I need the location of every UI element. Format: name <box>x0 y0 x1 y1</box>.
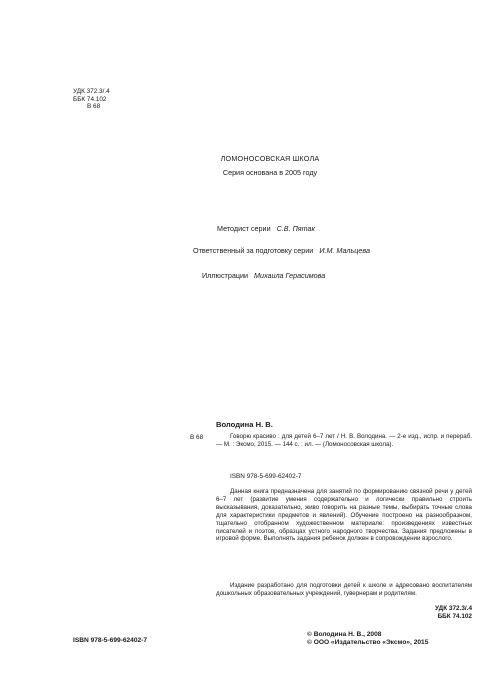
bbk-bottom: ББК 74.102 <box>437 613 472 620</box>
copyright-publisher: © ООО «Издательство «Эксмо», 2015 <box>307 639 429 647</box>
copyright-block <box>307 631 428 648</box>
illustrations-name: Михаила Герасимова <box>253 271 326 280</box>
catalog-description: Говорю красиво : для детей 6–7 лет / Н. В. Володина. — 2-е изд., испр. и перераб. — М. : Эксмо, 2015. — 144 с. : ил. — (Ломоносовская школа). <box>216 433 472 448</box>
series-name: ЛОМОНОСОВСКАЯ ШКОЛА <box>220 154 320 163</box>
copyright-author: © Володина Н. В., 2008 <box>307 631 382 638</box>
methodist-line <box>217 224 315 233</box>
author-mark: В 68 <box>87 103 101 111</box>
catalog-author: Володина Н. В. <box>216 420 273 429</box>
responsible-line <box>193 246 370 255</box>
catalog-mark: В 68 <box>190 434 204 441</box>
responsible-name: И.М. Мальцева <box>319 246 370 255</box>
catalog-annotation: Данная книга предназначена для занятий по формированию связной речи у детей 6–7 лет (развитие умения содержательно и логически правильно строить высказывания, доказательно, живо говорить на разные темы, выбирать точные слова для характеристики предметов и явлений). Обучение построено на разнообразном, тщательно отобранном художественном материале: произведениях известных писателей и поэтов, образцах устного народного творчества. Задания предложены в игровой форме. Выполнять задания ребенок должен в сопровождении взрослого. <box>216 488 472 543</box>
catalog-isbn: ISBN 978-5-699-62402-7 <box>230 473 302 480</box>
udk-code: УДК 372.3/.4 <box>73 88 110 95</box>
footer-isbn: ISBN 978-5-699-62402-7 <box>73 637 148 644</box>
methodist-label: Методист серии <box>217 224 271 233</box>
bbk-code: ББК 74.102 <box>73 95 107 103</box>
series-founded: Серия основана в 2005 году <box>222 168 318 177</box>
catalog-annotation-2: Издание разработано для подготовки детей к школе и адресовано воспитателям дошкольных образовательных учреждений, гувернерам и родителям. <box>216 582 472 597</box>
series-block <box>150 154 390 177</box>
methodist-name: С.В. Пятак <box>276 224 315 233</box>
udk-bottom-block <box>435 605 472 621</box>
responsible-label: Ответственный за подготовку серии <box>193 246 314 255</box>
classification-block <box>73 88 110 111</box>
illustrations-label: Иллюстрации <box>202 271 248 280</box>
illustrations-line <box>202 271 325 280</box>
udk-bottom: УДК 372.3/.4 <box>435 605 472 612</box>
